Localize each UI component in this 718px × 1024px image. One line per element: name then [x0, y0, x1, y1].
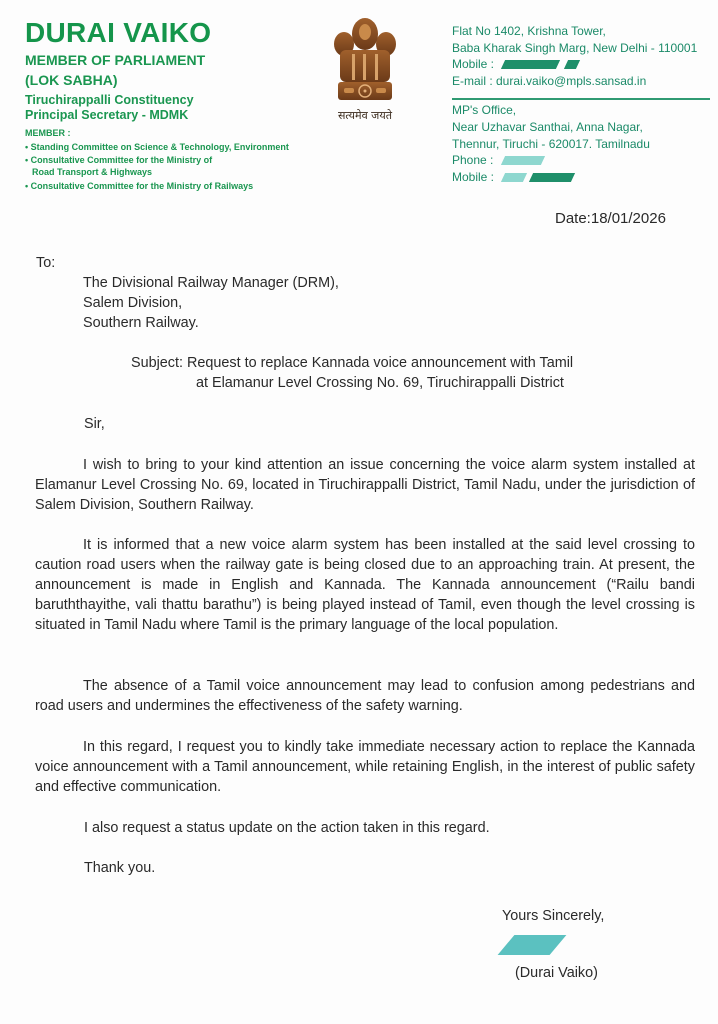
body-paragraph: I wish to bring to your kind attention an issue concerning the voice alarm system installed at Elamanur Level Crossing No. 69, located in Tiruchirappalli District, Tamil Nadu, under the jurisdiction of Salem Division, Southern Railway. [35, 457, 695, 513]
delhi-address-line1: Flat No 1402, Krishna Tower, [452, 24, 606, 38]
committee-item: • Consultative Committee for the Ministry of Railways [25, 181, 254, 191]
redacted-number [529, 173, 575, 182]
local-mobile [452, 169, 573, 186]
letterhead-title: MEMBER OF PARLIAMENT [25, 52, 206, 68]
delhi-mobile-label: Mobile : [452, 57, 495, 71]
to-label: To: [36, 255, 56, 271]
body-paragraph: In this regard, I request you to kindly take immediate necessary action to replace the Kannada voice announcement with a Tamil announcement, while retaining English, in the interest of public safety and effective communication. [35, 739, 695, 795]
local-mobile-label: Mobile : [452, 170, 495, 184]
letterhead-member-label: MEMBER : [25, 128, 71, 138]
local-phone-label: Phone : [452, 153, 494, 167]
local-office-line3: Thennur, Tiruchi - 620017. Tamilnadu [452, 137, 650, 151]
recipient-line: Southern Railway. [83, 315, 199, 331]
recipient-line: The Divisional Railway Manager (DRM), [83, 275, 339, 291]
status-request: I also request a status update on the action taken in this regard. [84, 820, 490, 836]
redacted-number [501, 156, 545, 165]
committee-item: Road Transport & Highways [32, 167, 153, 177]
local-office-line1: MP's Office, [452, 103, 517, 117]
national-emblem-icon [330, 10, 400, 110]
thanks: Thank you. [84, 860, 156, 876]
letterhead-party-role: Principal Secretary - MDMK [25, 108, 189, 122]
subject-line2: at Elamanur Level Crossing No. 69, Tiruchirappalli District [196, 375, 564, 391]
emblem-motto: सत्यमेव जयते [337, 109, 392, 122]
address-divider [452, 98, 710, 100]
body-paragraph: The absence of a Tamil voice announcement may lead to confusion among pedestrians and road users and undermines the effectiveness of the safety warning. [35, 678, 695, 714]
local-phone [452, 152, 543, 169]
letter-date: Date:18/01/2026 [555, 210, 666, 227]
committee-item: • Consultative Committee for the Ministry of [25, 155, 213, 165]
delhi-email: E-mail : durai.vaiko@mpls.sansad.in [452, 74, 647, 88]
redacted-number [564, 60, 580, 69]
signature-mark [498, 935, 567, 955]
redacted-number [501, 60, 560, 69]
body-paragraph: It is informed that a new voice alarm system has been installed at the said level crossing to caution road users when the railway gate is being closed due to an approaching train. At present, the announcement is made in English and Kannada. The Kannada announcement (“Railu bandi baruththayithe, vali thattu barathu”) is being played instead of Tamil, even though the level crossing is situated in Tamil Nadu where Tamil is the primary language of the local population. [35, 537, 695, 633]
local-office-line2: Near Uzhavar Santhai, Anna Nagar, [452, 120, 643, 134]
letterhead-name: DURAI VAIKO [25, 17, 212, 48]
redacted-number [501, 173, 527, 182]
committee-item: • Standing Committee on Science & Technology, Environment [25, 142, 289, 152]
letterhead-constituency: Tiruchirappalli Constituency [25, 93, 194, 107]
recipient-line: Salem Division, [83, 295, 183, 311]
delhi-address-line2: Baba Kharak Singh Marg, New Delhi - 110001 [452, 41, 698, 55]
delhi-mobile [452, 56, 578, 73]
salutation: Sir, [84, 416, 105, 432]
signatory-name: (Durai Vaiko) [515, 965, 598, 981]
subject-line1: Subject: Request to replace Kannada voice announcement with Tamil [131, 355, 574, 371]
letterhead-house: (LOK SABHA) [25, 72, 118, 88]
closing: Yours Sincerely, [502, 908, 605, 924]
